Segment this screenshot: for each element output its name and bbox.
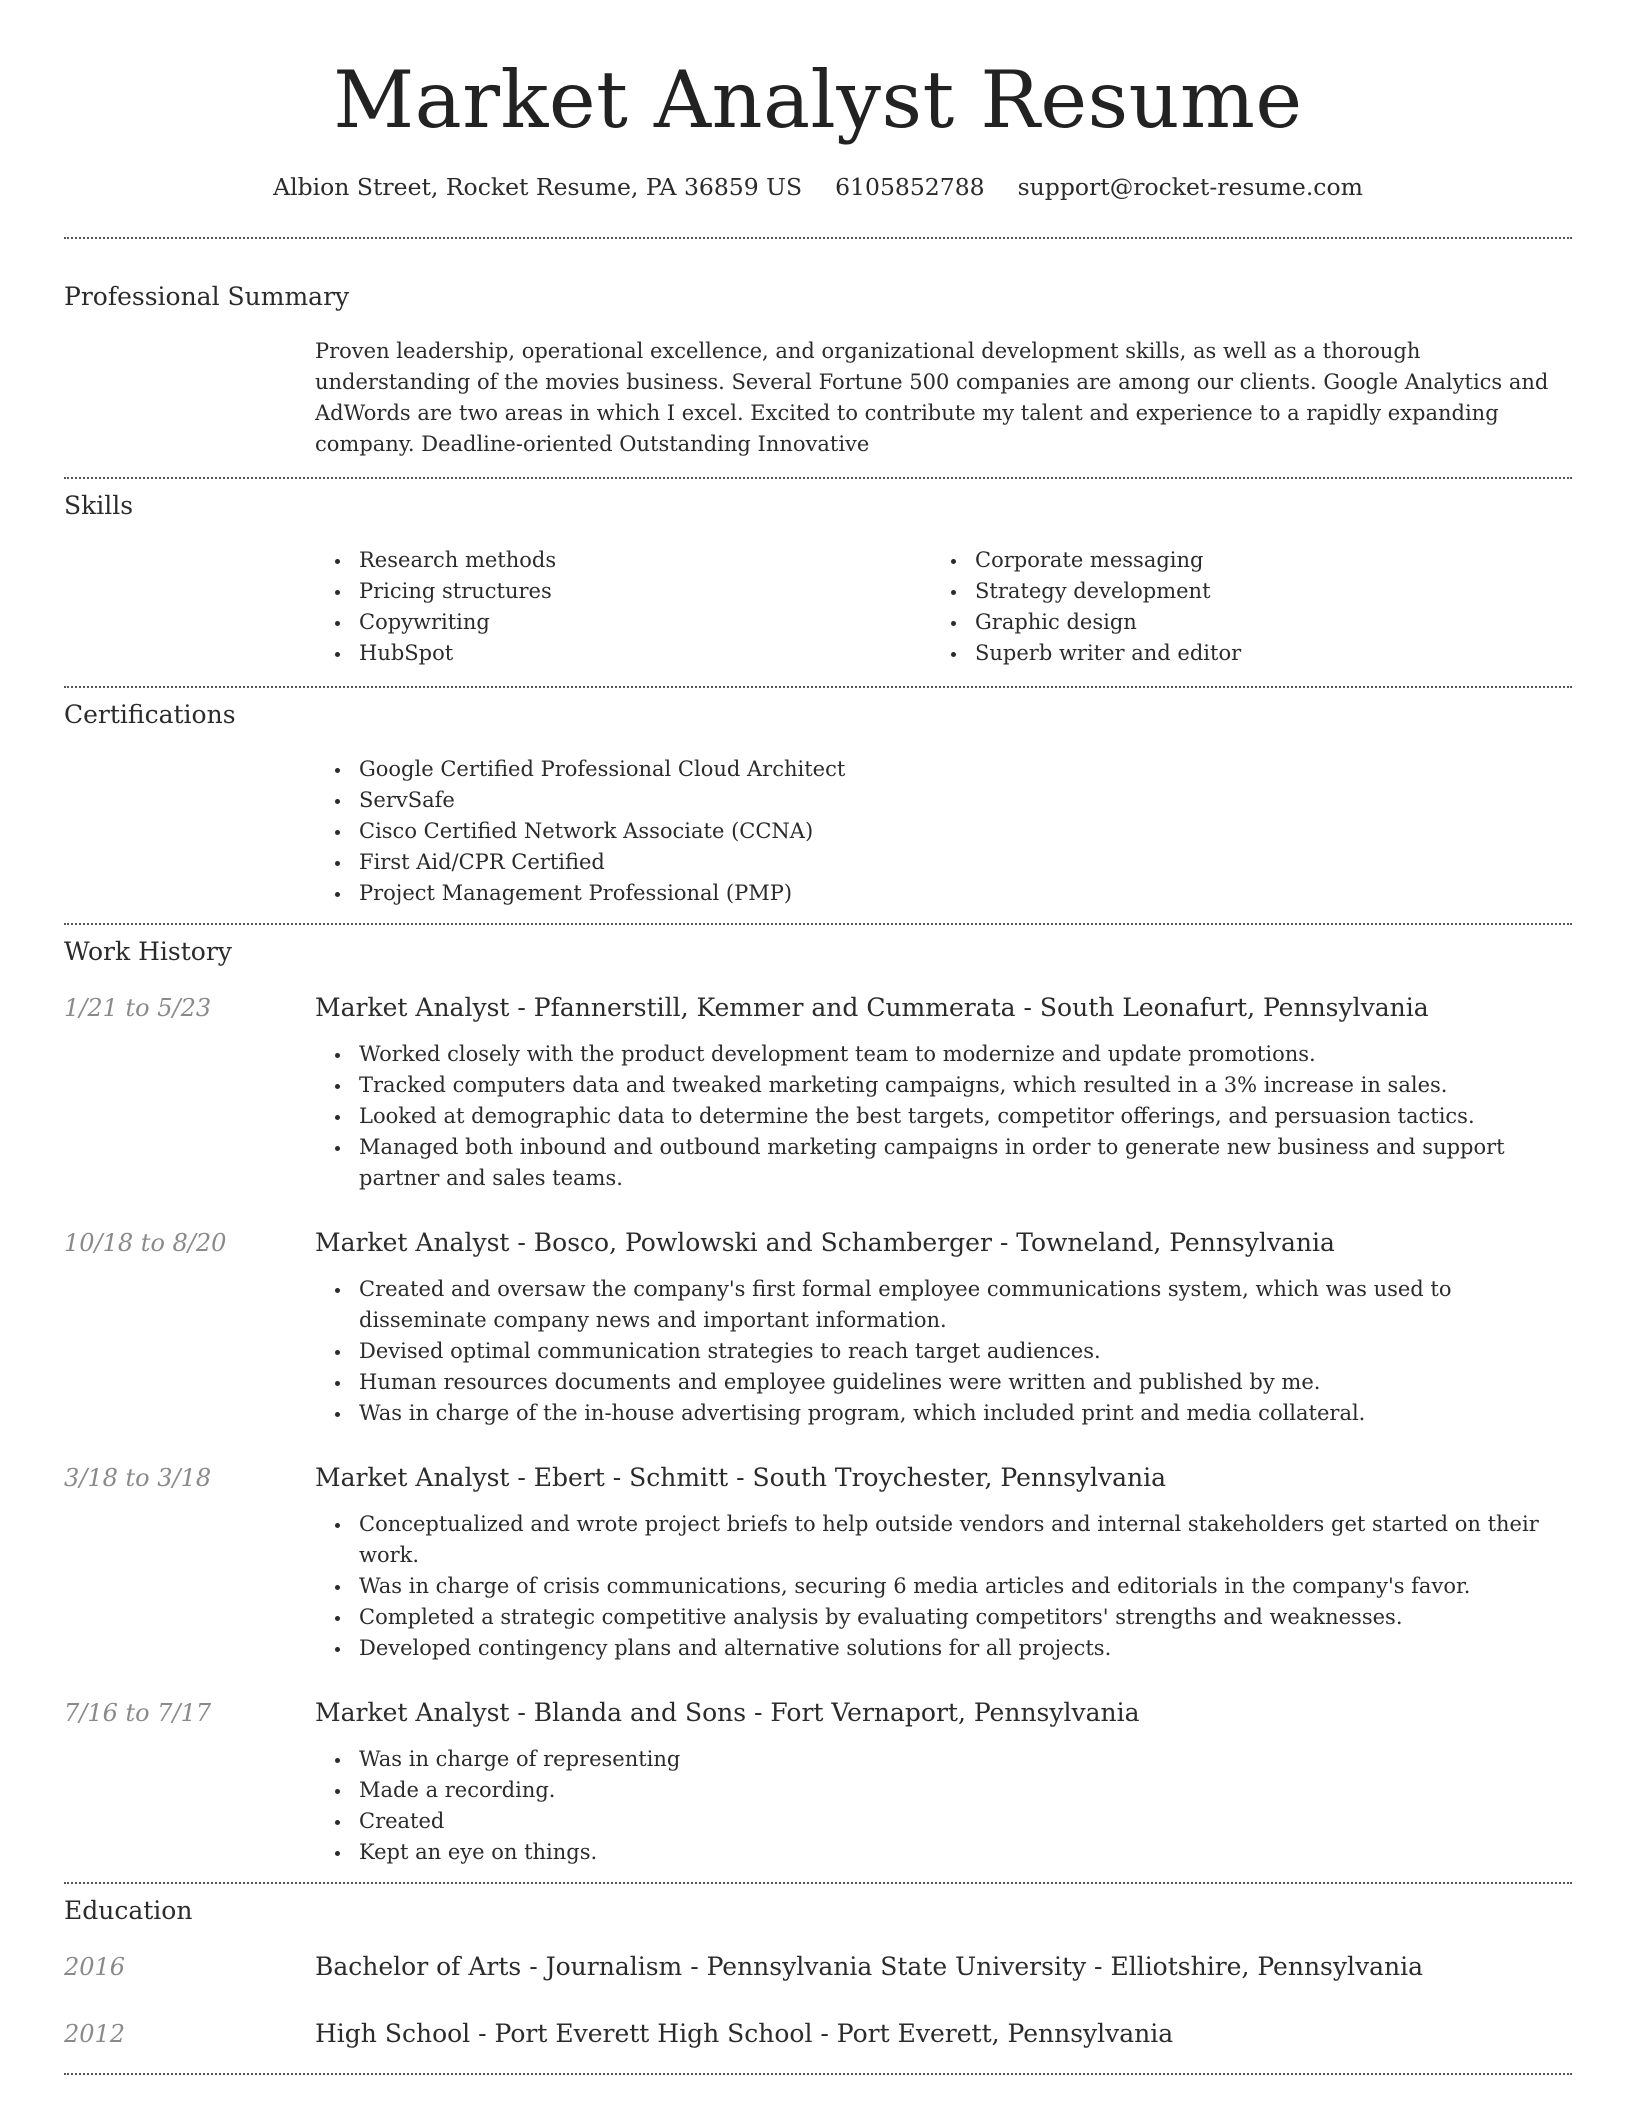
education-detail bbox=[315, 2019, 1173, 2049]
job-dates: 7/16 to 7/17 bbox=[64, 1699, 212, 1728]
education-entry bbox=[64, 1952, 1572, 1982]
list-item: Was in charge of representing bbox=[315, 1744, 1572, 1775]
job-title: Market Analyst - Ebert - Schmitt - South Troychester, Pennsylvania bbox=[315, 1463, 1167, 1493]
list-item: Cisco Certified Network Associate (CCNA) bbox=[315, 816, 1572, 847]
contact-email: support@rocket-resume.com bbox=[1017, 173, 1363, 201]
contact-line bbox=[64, 173, 1572, 201]
skills-list-right bbox=[931, 545, 1547, 669]
list-item: Created and oversaw the company's first formal employee communications system, which was used to disseminate company news and important information. bbox=[315, 1274, 1572, 1336]
resume-page bbox=[64, 0, 1572, 2075]
list-item: HubSpot bbox=[315, 638, 931, 669]
section-divider bbox=[64, 923, 1572, 925]
job-header bbox=[64, 1228, 1572, 1258]
list-item: Completed a strategic competitive analysis by evaluating competitors' strengths and weaknesses. bbox=[315, 1602, 1572, 1633]
job-entry bbox=[64, 1463, 1572, 1664]
list-item: Project Management Professional (PMP) bbox=[315, 878, 1572, 909]
section-divider bbox=[64, 686, 1572, 688]
education-degree: High School bbox=[315, 2019, 471, 2049]
resume-title: Market Analyst Resume bbox=[333, 54, 1303, 146]
summary-heading: Professional Summary bbox=[64, 282, 350, 312]
list-item: Looked at demographic data to determine the best targets, competitor offerings, and persuasion tactics. bbox=[315, 1101, 1572, 1132]
list-item: Was in charge of the in-house advertising program, which included print and media collateral. bbox=[315, 1398, 1572, 1429]
summary-text: Proven leadership, operational excellence, and organizational development skills, as well as a thorough understanding of the movies business. Several Fortune 500 companies are among our clients. Google Analytics and AdWords are two areas in which I excel. Excited to contribute my talent and experience to a rapidly expanding company. Deadline-oriented Outstanding Innovative bbox=[315, 339, 1549, 457]
job-header bbox=[64, 1463, 1572, 1493]
list-item: Worked closely with the product development team to modernize and update promotions. bbox=[315, 1039, 1572, 1070]
work-history-heading: Work History bbox=[64, 937, 232, 967]
section-divider bbox=[64, 237, 1572, 239]
list-item: Graphic design bbox=[931, 607, 1547, 638]
certifications-body bbox=[315, 754, 1572, 909]
education-school: - Pennsylvania State University - Elliotshire, Pennsylvania bbox=[682, 1952, 1424, 1982]
list-item: Research methods bbox=[315, 545, 931, 576]
list-item: ServSafe bbox=[315, 785, 1572, 816]
job-bullets bbox=[315, 1274, 1572, 1429]
job-header bbox=[64, 1698, 1572, 1728]
skills-list-left bbox=[315, 545, 931, 669]
education-year: 2016 bbox=[64, 1953, 126, 1982]
job-title: Market Analyst - Bosco, Powlowski and Schamberger - Towneland, Pennsylvania bbox=[315, 1228, 1335, 1258]
job-title: Market Analyst - Pfannerstill, Kemmer and Cummerata - South Leonafurt, Pennsylvania bbox=[315, 993, 1429, 1023]
section-divider bbox=[64, 1882, 1572, 1884]
job-entry bbox=[64, 1698, 1572, 1868]
list-item: Kept an eye on things. bbox=[315, 1837, 1572, 1868]
education-year: 2012 bbox=[64, 2020, 126, 2049]
list-item: Conceptualized and wrote project briefs to help outside vendors and internal stakeholders get started on their work. bbox=[315, 1509, 1572, 1571]
job-bullets bbox=[315, 1039, 1572, 1194]
list-item: Corporate messaging bbox=[931, 545, 1547, 576]
job-bullets bbox=[315, 1509, 1572, 1664]
certifications-list bbox=[315, 754, 1572, 909]
education-degree: Bachelor of Arts - Journalism bbox=[315, 1952, 683, 1982]
job-title: Market Analyst - Blanda and Sons - Fort Vernaport, Pennsylvania bbox=[315, 1698, 1140, 1728]
list-item: Human resources documents and employee guidelines were written and published by me. bbox=[315, 1367, 1572, 1398]
list-item: Strategy development bbox=[931, 576, 1547, 607]
list-item: Developed contingency plans and alternative solutions for all projects. bbox=[315, 1633, 1572, 1664]
contact-phone: 6105852788 bbox=[835, 173, 985, 201]
job-dates: 1/21 to 5/23 bbox=[64, 994, 212, 1023]
summary-body bbox=[315, 336, 1572, 460]
contact-address: Albion Street, Rocket Resume, PA 36859 US bbox=[273, 173, 803, 201]
job-entry bbox=[64, 993, 1572, 1194]
education-entry bbox=[64, 2019, 1572, 2049]
education-heading: Education bbox=[64, 1896, 193, 1926]
list-item: Managed both inbound and outbound marketing campaigns in order to generate new business and support partner and sales teams. bbox=[315, 1132, 1572, 1194]
list-item: Created bbox=[315, 1806, 1572, 1837]
list-item: Google Certified Professional Cloud Architect bbox=[315, 754, 1572, 785]
job-bullets bbox=[315, 1744, 1572, 1868]
list-item: Pricing structures bbox=[315, 576, 931, 607]
job-header bbox=[64, 993, 1572, 1023]
education-school: - Port Everett High School - Port Everett, Pennsylvania bbox=[470, 2019, 1174, 2049]
list-item: Devised optimal communication strategies to reach target audiences. bbox=[315, 1336, 1572, 1367]
section-divider bbox=[64, 2073, 1572, 2075]
list-item: Copywriting bbox=[315, 607, 931, 638]
skills-grid bbox=[315, 545, 1572, 669]
list-item: Made a recording. bbox=[315, 1775, 1572, 1806]
job-entry bbox=[64, 1228, 1572, 1429]
list-item: Tracked computers data and tweaked marketing campaigns, which resulted in a 3% increase in sales. bbox=[315, 1070, 1572, 1101]
skills-heading: Skills bbox=[64, 491, 134, 521]
section-divider bbox=[64, 477, 1572, 479]
job-dates: 3/18 to 3/18 bbox=[64, 1464, 212, 1493]
education-detail bbox=[315, 1952, 1423, 1982]
list-item: First Aid/CPR Certified bbox=[315, 847, 1572, 878]
list-item: Superb writer and editor bbox=[931, 638, 1547, 669]
job-dates: 10/18 to 8/20 bbox=[64, 1229, 227, 1258]
certifications-heading: Certifications bbox=[64, 700, 236, 730]
list-item: Was in charge of crisis communications, securing 6 media articles and editorials in the company's favor. bbox=[315, 1571, 1572, 1602]
